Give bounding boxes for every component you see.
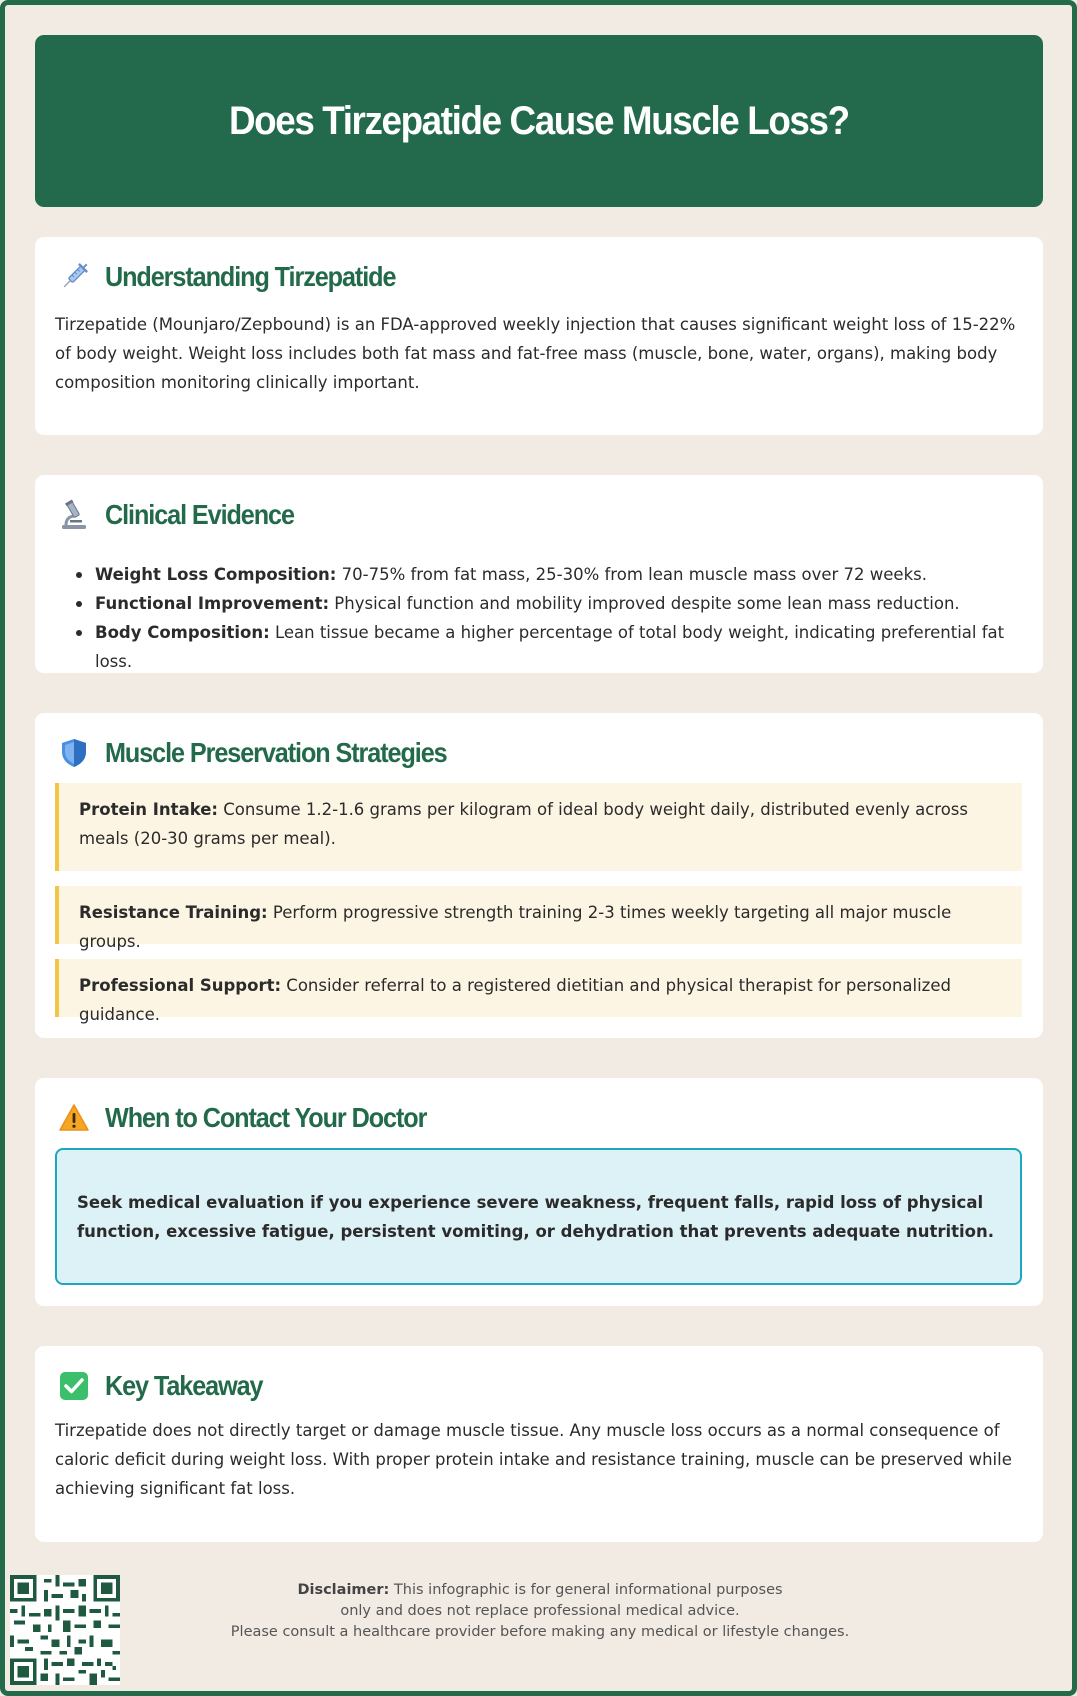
shield-icon [57, 736, 91, 770]
page-title: Does Tirzepatide Cause Muscle Loss? [229, 98, 849, 143]
list-item: Body Composition: Lean tissue became a higher percentage of total body weight, indicating preferential fat loss. [95, 618, 1023, 676]
strategy-support: Professional Support: Consider referral to a registered dietitian and physical therapist for personalized guidance. [55, 959, 1022, 1017]
evidence-heading [57, 495, 315, 535]
evidence-list [95, 560, 1023, 676]
disclaimer: Disclaimer: This infographic is for general informational purposes only and does not replace professional medical advice. Please consult a healthcare provider before making any medical or lifestyle changes. [230, 1582, 850, 1640]
doctor-heading [57, 1098, 462, 1138]
evidence-card [35, 475, 1043, 673]
checkmark-icon [57, 1369, 91, 1403]
takeaway-body: Tirzepatide does not directly target or damage muscle tissue. Any muscle loss occurs as a normal consequence of caloric deficit during weight loss. With proper protein intake and resistance training, muscle can be preserved while achieving significant fat loss. [55, 1421, 1012, 1498]
takeaway-heading [57, 1366, 280, 1406]
understanding-card [35, 237, 1043, 435]
title-banner [35, 35, 1043, 207]
syringe-icon [57, 260, 91, 294]
warning-icon [57, 1101, 91, 1135]
doctor-alert-text: Seek medical evaluation if you experience severe weakness, frequent falls, rapid loss of physical function, excessive fatigue, persistent vomiting, or dehydration that prevents adequate nutrition. [77, 1192, 995, 1241]
doctor-card [35, 1078, 1043, 1306]
strategies-heading [57, 733, 485, 773]
strategies-card [35, 713, 1043, 1038]
understanding-title: Understanding Tirzepatide [105, 261, 396, 292]
strategies-title: Muscle Preservation Strategies [105, 737, 447, 768]
disclaimer-label: Disclaimer: [297, 1582, 390, 1598]
doctor-title: When to Contact Your Doctor [105, 1102, 427, 1133]
microscope-icon [57, 498, 91, 532]
list-item: Weight Loss Composition: 70-75% from fat mass, 25-30% from lean muscle mass over 72 weeks. [95, 560, 1023, 589]
takeaway-title: Key Takeaway [105, 1370, 263, 1401]
list-item: Functional Improvement: Physical function and mobility improved despite some lean mass reduction. [95, 589, 1023, 618]
qr-code-icon [10, 1575, 120, 1685]
strategy-protein: Protein Intake: Consume 1.2-1.6 grams per kilogram of ideal body weight daily, distributed evenly across meals (20-30 grams per meal). [55, 783, 1022, 871]
understanding-body: Tirzepatide (Mounjaro/Zepbound) is an FDA-approved weekly injection that causes significant weight loss of 15-22% of body weight. Weight loss includes both fat mass and fat-free mass (muscle, bone, water, organs), making body composition monitoring clinically important. [55, 315, 1016, 392]
takeaway-card [35, 1346, 1043, 1542]
doctor-alert [55, 1148, 1022, 1285]
evidence-title: Clinical Evidence [105, 499, 294, 530]
understanding-heading [57, 257, 428, 297]
strategy-resistance: Resistance Training: Perform progressive strength training 2-3 times weekly targeting all major muscle groups. [55, 886, 1022, 944]
